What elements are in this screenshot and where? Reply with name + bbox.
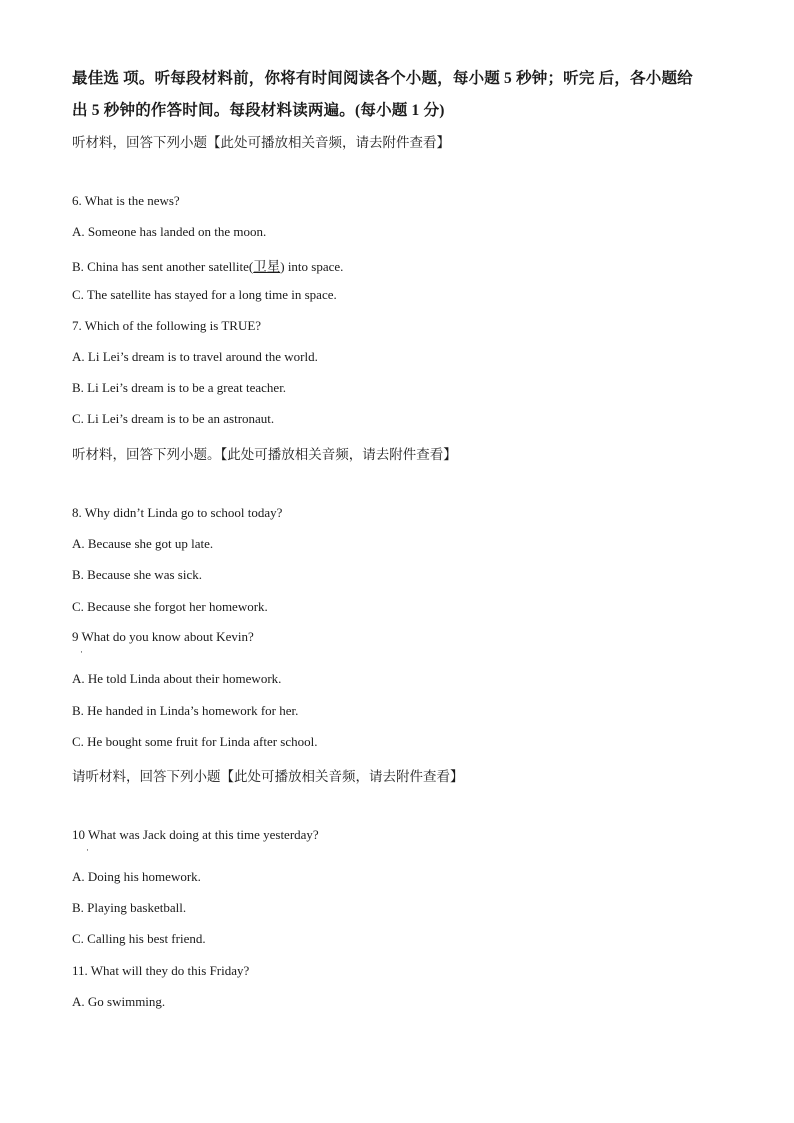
- question-6-option-b-text: B. China has sent another satellite(: [72, 259, 254, 274]
- question-6-option-a: A. Someone has landed on the moon.: [72, 224, 267, 239]
- question-8-option-a: A. Because she got up late.: [72, 536, 214, 551]
- question-10-stem: 10 What was Jack doing at this time yesterday?: [72, 827, 319, 842]
- question-9-option-b: B. He handed in Linda’s homework for her.: [72, 703, 299, 718]
- question-8-option-c: C. Because she forgot her homework.: [72, 599, 268, 614]
- question-10-option-c: C. Calling his best friend.: [72, 931, 206, 946]
- question-7-option-b: B. Li Lei’s dream is to be a great teacher.: [72, 380, 287, 395]
- question-6-option-b-tail: ) into space.: [280, 259, 344, 274]
- question-9-dot: ·: [80, 647, 83, 657]
- section-3-prompt: 请听材料，回答下列小题【此处可播放相关音频，请去附件查看】: [72, 769, 464, 785]
- instructions-line-1: 最佳选 项。听每段材料前，你将有时间阅读各个小题，每小题 5 秒钟；听完 后，各小题给: [72, 70, 693, 87]
- question-11-stem: 11. What will they do this Friday?: [72, 963, 250, 978]
- instructions-line-2: 出 5 秒钟的作答时间。每段材料读两遍。(每小题 1 分): [72, 102, 445, 119]
- question-9-option-c: C. He bought some fruit for Linda after school.: [72, 734, 318, 749]
- section-2-prompt: 听材料，回答下列小题。【此处可播放相关音频，请去附件查看】: [72, 447, 457, 463]
- question-6-stem: 6. What is the news?: [72, 193, 180, 208]
- question-10-option-b: B. Playing basketball.: [72, 900, 187, 915]
- question-9-stem: 9 What do you know about Kevin?: [72, 629, 254, 644]
- question-6-option-b: [72, 255, 343, 275]
- question-7-option-a: A. Li Lei’s dream is to travel around the world.: [72, 349, 318, 364]
- question-11-option-a: A. Go swimming.: [72, 994, 166, 1009]
- question-7-option-c: C. Li Lei’s dream is to be an astronaut.: [72, 411, 275, 426]
- question-6-option-b-chinese: 卫星: [253, 259, 281, 275]
- question-10-option-a: A. Doing his homework.: [72, 869, 201, 884]
- question-8-stem: 8. Why didn’t Linda go to school today?: [72, 505, 283, 520]
- question-10-dot: ·: [86, 845, 89, 855]
- question-7-stem: 7. Which of the following is TRUE?: [72, 318, 262, 333]
- question-9-option-a: A. He told Linda about their homework.: [72, 671, 282, 686]
- question-8-option-b: B. Because she was sick.: [72, 567, 202, 582]
- question-6-option-c: C. The satellite has stayed for a long time in space.: [72, 287, 337, 302]
- section-1-prompt: 听材料，回答下列小题【此处可播放相关音频，请去附件查看】: [72, 135, 450, 151]
